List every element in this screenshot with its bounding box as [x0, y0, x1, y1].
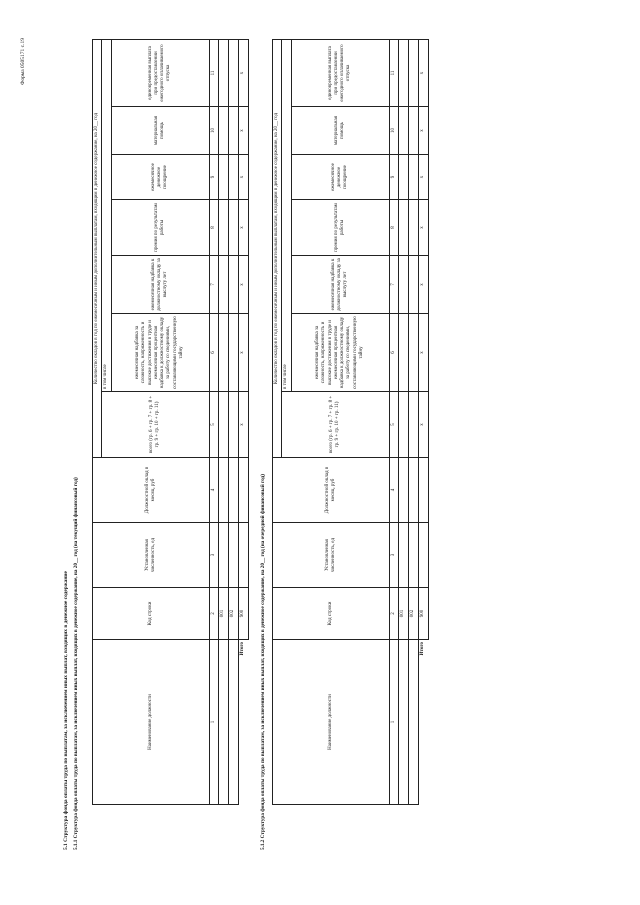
col-number: 5 — [389, 392, 398, 458]
cell-position — [408, 640, 418, 805]
total-code: 900 — [418, 588, 428, 640]
total-value: х — [418, 256, 428, 314]
cell-value — [408, 200, 418, 256]
col-number: 1 — [389, 640, 398, 805]
cell-position — [398, 640, 408, 805]
header-col7: ежемесячная надбавка к должностному окладу за выслугу лет — [111, 256, 209, 314]
cell-value — [398, 155, 408, 200]
cell-value — [408, 458, 418, 523]
table-row — [218, 39, 228, 804]
header-salary: Должностной оклад в месяц, руб — [273, 458, 390, 523]
col-number: 10 — [209, 107, 218, 155]
subsection-title-1: 5.1.1 Структура фонда оплаты труда по выплатам, за исключением иных выплат, входящих в денежное содержание, на 20__ год (на текущий финансовый год) — [73, 477, 79, 850]
col-number: 8 — [209, 200, 218, 256]
col-number: 6 — [209, 314, 218, 392]
cell-value — [218, 107, 228, 155]
total-value: х — [238, 256, 248, 314]
header-col7: ежемесячная надбавка к должностному окладу за выслугу лет — [291, 256, 389, 314]
col-number: 8 — [389, 200, 398, 256]
header-col8: премия по результатам работы — [111, 200, 209, 256]
structure-table-1 — [92, 39, 249, 805]
header-group — [273, 39, 282, 457]
cell-value — [398, 107, 408, 155]
cell-value — [408, 314, 418, 392]
cell-value — [398, 458, 408, 523]
header-col8: премия по результатам работы — [291, 200, 389, 256]
header-total: всего (гр. 6 + гр. 7 + гр. 8 + гр. 9 + гр. 10 + гр. 11) — [102, 392, 209, 458]
total-value: х — [238, 392, 248, 458]
total-value: х — [418, 392, 428, 458]
cell-value — [228, 523, 238, 588]
total-value: х — [238, 200, 248, 256]
col-number: 3 — [389, 523, 398, 588]
cell-value — [218, 39, 228, 106]
cell-value — [218, 458, 228, 523]
header-group-year: 20__ год — [94, 112, 99, 131]
cell-value — [408, 39, 418, 106]
header-col10: материальная помощь — [291, 107, 389, 155]
header-headcount: Установленная численность, ед — [273, 523, 390, 588]
header-group — [93, 39, 102, 457]
cell-value — [218, 155, 228, 200]
cell-value — [398, 523, 408, 588]
cell-value — [228, 256, 238, 314]
header-including: в том числе — [282, 39, 291, 391]
table-row — [228, 39, 238, 804]
header-salary: Должностной оклад в месяц, руб — [93, 458, 210, 523]
cell-value — [398, 256, 408, 314]
header-code: Код строки — [273, 588, 390, 640]
cell-position — [218, 640, 228, 805]
cell-value — [218, 523, 228, 588]
total-value: х — [418, 200, 428, 256]
header-col10: материальная помощь — [111, 107, 209, 155]
table-row — [398, 39, 408, 804]
col-number: 2 — [209, 588, 218, 640]
header-code: Код строки — [93, 588, 210, 640]
total-row — [418, 39, 428, 804]
table-row — [408, 39, 418, 804]
col-number: 11 — [389, 39, 398, 106]
header-col9: ежемесячное денежное поощрение — [291, 155, 389, 200]
cell-code: 002 — [228, 588, 238, 640]
section-title: 5.1 Структура фонда оплаты труда по выплатам, за исключением иных выплат, входящих в денежное содержание — [63, 571, 69, 850]
col-number: 2 — [389, 588, 398, 640]
cell-value — [408, 392, 418, 458]
col-number: 1 — [209, 640, 218, 805]
total-value: х — [418, 155, 428, 200]
total-value: х — [418, 107, 428, 155]
cell-value — [398, 314, 408, 392]
cell-value — [218, 256, 228, 314]
col-number: 4 — [389, 458, 398, 523]
total-row — [238, 39, 248, 804]
total-label: Итого — [240, 642, 246, 656]
total-value — [238, 523, 248, 588]
total-value: х — [238, 314, 248, 392]
col-number: 9 — [389, 155, 398, 200]
subsection-title-2: 5.1.2 Структура фонда оплаты труда по выплатам, за исключением иных выплат, входящих в денежное содержание, на 20__ год (на очередной финансовый год) — [260, 473, 266, 850]
total-value: х — [418, 314, 428, 392]
cell-value — [228, 39, 238, 106]
col-number: 5 — [209, 392, 218, 458]
col-number: 6 — [389, 314, 398, 392]
header-col11: единовременная выплата при предоставлении ежегодного оплачиваемого отпуска — [111, 39, 209, 106]
cell-value — [228, 314, 238, 392]
cell-code: 001 — [398, 588, 408, 640]
col-number: 4 — [209, 458, 218, 523]
cell-value — [408, 523, 418, 588]
cell-code: 001 — [218, 588, 228, 640]
cell-code: 002 — [408, 588, 418, 640]
cell-value — [228, 392, 238, 458]
col-number: 11 — [209, 39, 218, 106]
header-headcount: Установленная численность, ед — [93, 523, 210, 588]
header-position: Наименование должности — [273, 640, 390, 805]
cell-value — [398, 200, 408, 256]
header-position: Наименование должности — [93, 640, 210, 805]
total-value: х — [238, 155, 248, 200]
total-value: х — [418, 39, 428, 106]
header-col6: ежемесячная надбавка за сложность, напряженность и высокие достижения в труде и ежемесячная процентная надбавка к должностному окладу за работу со сведениями, составляющими государственную тайну — [111, 314, 209, 392]
header-col11: единовременная выплата при предоставлении ежегодного оплачиваемого отпуска — [291, 39, 389, 106]
col-number: 3 — [209, 523, 218, 588]
total-value: х — [238, 107, 248, 155]
form-label: Форма 0505171 с.19 — [20, 38, 26, 85]
total-label: Итого — [420, 642, 426, 656]
total-value: х — [238, 39, 248, 106]
cell-value — [408, 256, 418, 314]
cell-position — [228, 640, 238, 805]
cell-value — [228, 200, 238, 256]
cell-value — [218, 392, 228, 458]
cell-value — [228, 458, 238, 523]
col-number: 10 — [389, 107, 398, 155]
cell-value — [218, 200, 228, 256]
total-value — [418, 458, 428, 523]
header-col6: ежемесячная надбавка за сложность, напряженность и высокие достижения в труде и ежемесячная процентная надбавка к должностному окладу за работу со сведениями, составляющими государственную тайну — [291, 314, 389, 392]
header-group-caption: Количество окладов в год по ежемесячным и иным дополнительным выплатам, входящим в денежное содержание, на — [94, 132, 99, 385]
total-value — [418, 523, 428, 588]
col-number: 7 — [389, 256, 398, 314]
header-total: всего (гр. 6 + гр. 7 + гр. 8 + гр. 9 + гр. 10 + гр. 11) — [282, 392, 389, 458]
header-group-year: 20__ год — [274, 112, 279, 131]
cell-value — [398, 39, 408, 106]
cell-value — [218, 314, 228, 392]
col-number: 7 — [209, 256, 218, 314]
header-group-caption: Количество окладов в год по ежемесячным и иным дополнительным выплатам, входящим в денежное содержание, на — [274, 132, 279, 385]
header-col9: ежемесячное денежное поощрение — [111, 155, 209, 200]
cell-value — [408, 155, 418, 200]
header-including: в том числе — [102, 39, 111, 391]
structure-table-2 — [272, 39, 429, 805]
cell-value — [408, 107, 418, 155]
total-code: 900 — [238, 588, 248, 640]
col-number: 9 — [209, 155, 218, 200]
total-value — [238, 458, 248, 523]
cell-value — [228, 107, 238, 155]
cell-value — [228, 155, 238, 200]
cell-value — [398, 392, 408, 458]
